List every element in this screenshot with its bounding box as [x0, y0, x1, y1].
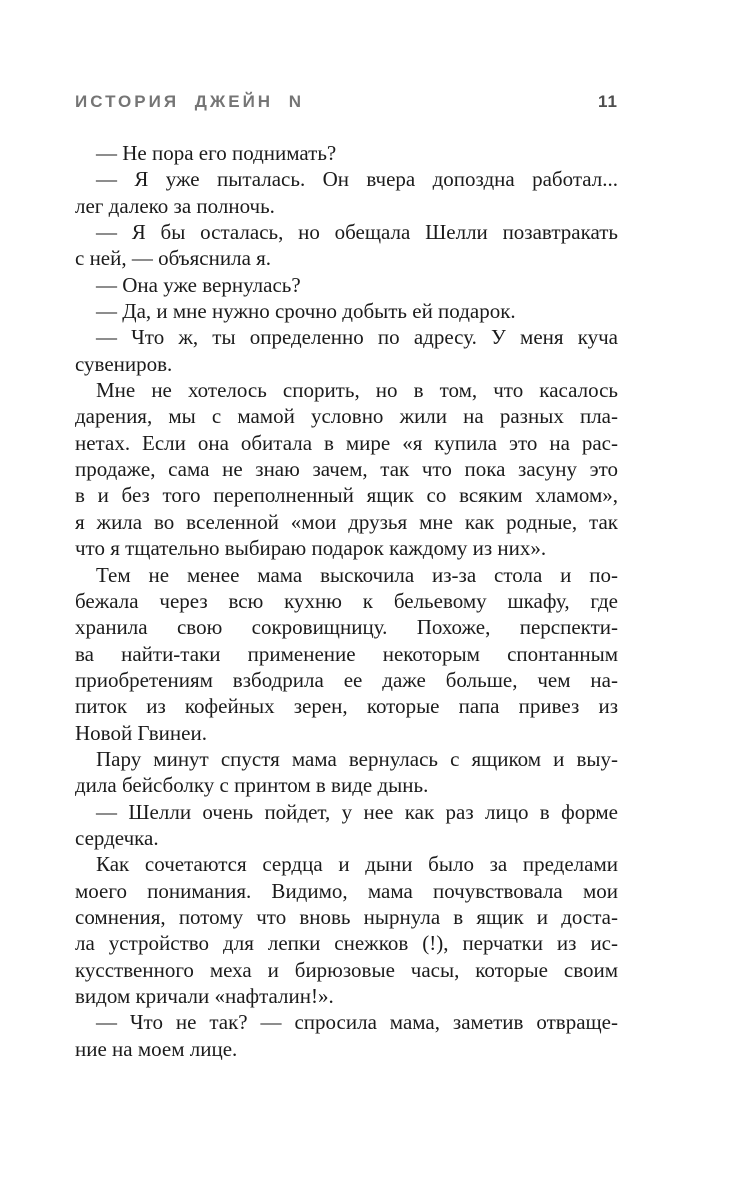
- text-line: в и без того переполненный ящик со всяким хламом»,: [75, 483, 618, 508]
- text-line: бежала через всю кухню к бельевому шкафу, где: [75, 588, 618, 613]
- running-header: [75, 92, 618, 112]
- text-line: питок из кофейных зерен, которые папа привез из: [75, 694, 618, 719]
- text-line: Как сочетаются сердца и дыни было за пределами: [96, 852, 618, 877]
- text-line: хранила свою сокровищницу. Похоже, перспекти-: [75, 615, 618, 640]
- text-line: сомнения, потому что вновь нырнула в ящик и доста-: [75, 904, 618, 929]
- text-line: приобретениям взбодрила ее даже больше, чем на-: [75, 667, 618, 692]
- text-line: что я тщательно выбираю подарок каждому из них».: [75, 536, 547, 561]
- text-line: Тем не менее мама выскочила из-за стола и по-: [96, 562, 618, 587]
- text-line: дила бейсболку с принтом в виде дынь.: [75, 773, 429, 798]
- text-line: — Да, и мне нужно срочно добыть ей подарок.: [96, 299, 516, 324]
- text-line: продаже, сама не знаю зачем, так что пока засуну это: [75, 457, 618, 482]
- text-line: кусственного меха и бирюзовые часы, которые своим: [75, 957, 618, 982]
- text-line: — Что не так? — спросила мама, заметив отвраще-: [96, 1010, 618, 1035]
- text-line: дарения, мы с мамой условно жили на разных пла-: [75, 404, 618, 429]
- text-line: — Я уже пыталась. Он вчера допоздна работал...: [96, 167, 618, 192]
- page-number: 11: [598, 92, 618, 111]
- text-line: — Она уже вернулась?: [96, 272, 301, 297]
- text-line: Мне не хотелось спорить, но в том, что касалось: [96, 378, 618, 403]
- text-line: — Шелли очень пойдет, у нее как раз лицо в форме: [96, 799, 618, 824]
- text-line: — Не пора его поднимать?: [96, 141, 337, 165]
- text-line: — Что ж, ты определенно по адресу. У меня куча: [96, 325, 618, 350]
- text-line: Новой Гвинеи.: [75, 720, 207, 745]
- page-text: [75, 140, 618, 1062]
- text-line: нетах. Если она обитала в мире «я купила это на рас-: [75, 430, 618, 455]
- text-line: я жила во вселенной «мои друзья мне как родные, так: [75, 509, 618, 534]
- text-line: — Я бы осталась, но обещала Шелли позавтракать: [96, 220, 618, 245]
- text-line: ва найти-таки применение некоторым спонтанным: [75, 641, 618, 666]
- text-line: ла устройство для лепки снежков (!), перчатки из ис-: [75, 931, 618, 956]
- text-line: моего понимания. Видимо, мама почувствовала мои: [75, 878, 618, 903]
- text-line: видом кричали «нафталин!».: [75, 984, 334, 1008]
- text-line: ние на моем лице.: [75, 1036, 238, 1061]
- text-line: Пару минут спустя мама вернулась с ящиком и выу-: [96, 746, 618, 771]
- text-line: с ней, — объяснила я.: [75, 246, 272, 271]
- text-line: лег далеко за полночь.: [75, 193, 275, 218]
- text-line: сердечка.: [75, 825, 159, 850]
- running-title: ИСТОРИЯ ДЖЕЙН N: [75, 92, 305, 111]
- text-line: сувениров.: [75, 351, 173, 376]
